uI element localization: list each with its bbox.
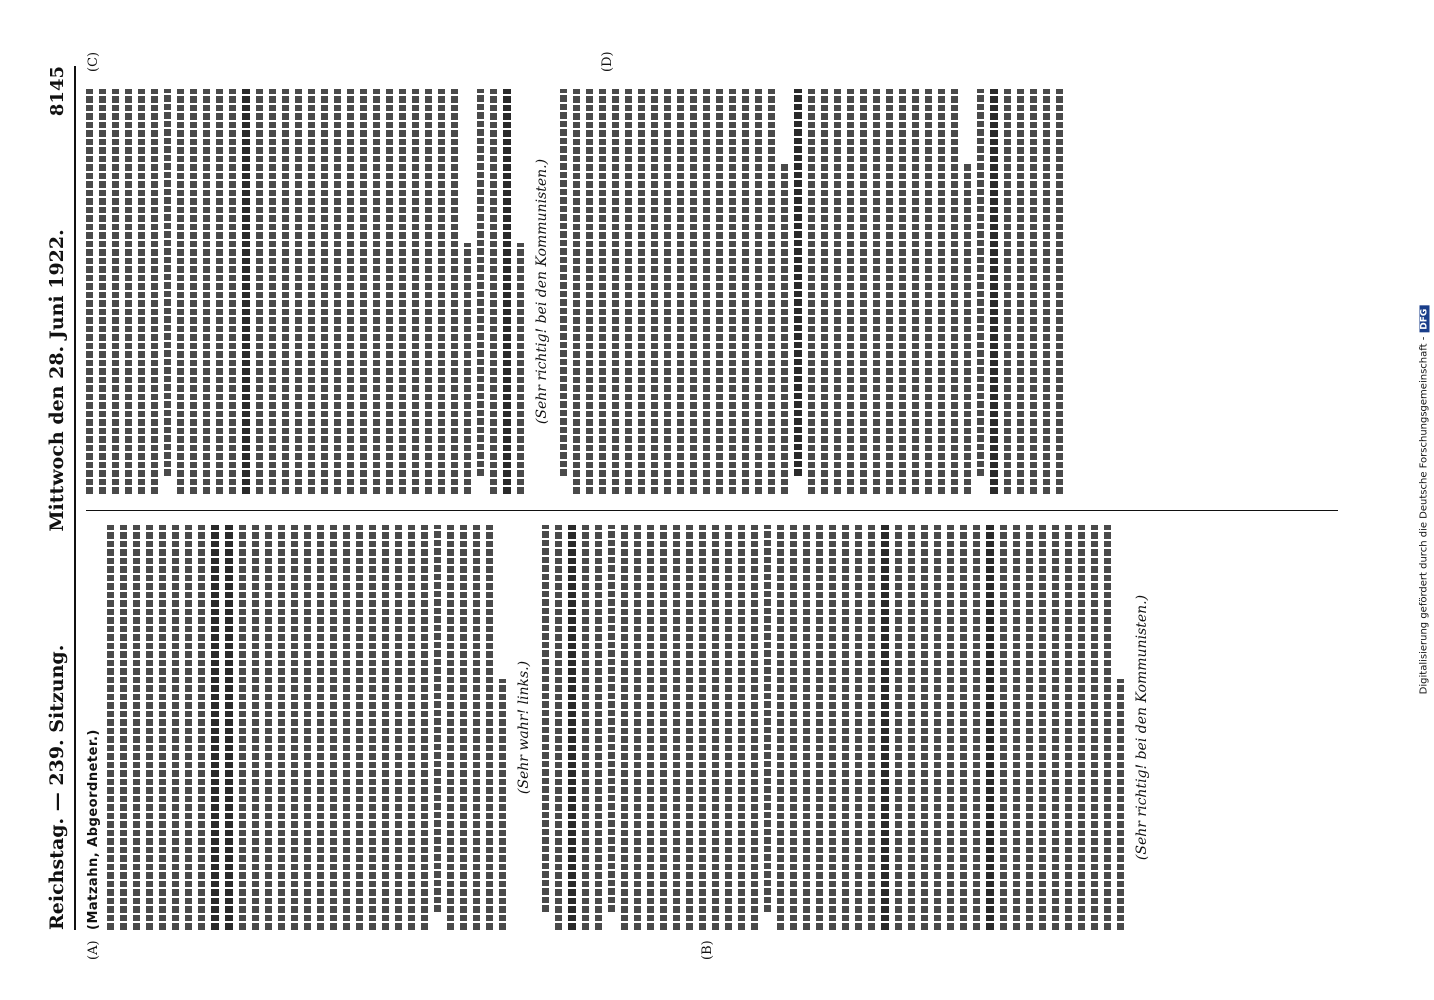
text-line — [634, 525, 641, 930]
text-line — [1065, 525, 1072, 930]
text-line — [599, 89, 606, 494]
text-line — [560, 89, 567, 476]
text-line — [699, 525, 706, 930]
interjection: (Sehr richtig! bei den Kommunisten.) — [534, 158, 550, 425]
text-line — [751, 525, 758, 930]
text-line — [742, 89, 749, 494]
margin-marker-c: (C) — [86, 51, 101, 72]
text-line — [725, 525, 732, 930]
text-line — [517, 243, 524, 494]
text-line — [768, 89, 775, 494]
text-line — [895, 525, 902, 930]
speaker-label: (Matzahn, Abgeordneter.) — [86, 729, 101, 930]
text-line — [886, 89, 893, 494]
header-session: Reichstag. — 239. Sitzung. — [46, 644, 68, 930]
text-line — [408, 525, 415, 930]
text-line — [912, 89, 919, 494]
text-line — [608, 525, 615, 912]
text-line — [447, 525, 454, 930]
text-line — [159, 525, 166, 930]
text-line — [777, 525, 784, 930]
text-line — [860, 89, 867, 494]
text-line — [738, 525, 745, 930]
text-line — [125, 89, 132, 494]
text-line — [873, 89, 880, 494]
text-line — [278, 525, 285, 930]
text-line — [821, 89, 828, 494]
text-line — [252, 525, 259, 930]
text-line — [1030, 89, 1037, 494]
text-line — [269, 89, 276, 494]
text-line — [803, 525, 810, 930]
text-line — [660, 525, 667, 930]
text-line — [716, 89, 723, 494]
page-header — [40, 66, 76, 930]
text-line — [621, 525, 628, 930]
text-line — [1078, 525, 1085, 930]
text-line — [868, 525, 875, 930]
text-line — [647, 525, 654, 930]
text-line — [555, 525, 562, 930]
text-line — [133, 525, 140, 930]
text-line — [977, 89, 984, 476]
text-line — [625, 89, 632, 494]
text-line — [1000, 525, 1007, 930]
text-line — [412, 89, 419, 494]
text-line — [573, 89, 580, 494]
text-line — [964, 162, 971, 494]
text-line — [934, 525, 941, 930]
text-line — [842, 525, 849, 930]
text-line — [1039, 525, 1046, 930]
text-line — [829, 525, 836, 930]
text-line — [343, 525, 350, 930]
margin-marker-b: (B) — [700, 940, 715, 960]
text-line — [951, 89, 958, 494]
text-line — [899, 89, 906, 494]
text-line — [1043, 89, 1050, 494]
text-line — [1117, 679, 1124, 930]
interjection: (Sehr richtig! bei den Kommunisten.) — [1134, 594, 1150, 861]
text-line — [686, 525, 693, 930]
text-line — [612, 89, 619, 494]
interjection: (Sehr wahr! links.) — [516, 660, 532, 795]
text-line — [690, 89, 697, 494]
text-line — [239, 525, 246, 930]
text-line — [712, 525, 719, 930]
text-line — [107, 525, 114, 930]
header-page-number: 8145 — [46, 66, 68, 117]
text-line — [855, 525, 862, 930]
text-line — [960, 525, 967, 930]
text-line — [434, 525, 441, 912]
text-line — [242, 89, 250, 494]
text-line — [990, 89, 998, 494]
text-line — [356, 525, 363, 930]
text-line — [808, 89, 815, 494]
text-line — [947, 525, 954, 930]
text-line — [664, 89, 671, 494]
text-line — [1017, 89, 1024, 494]
digitization-credit — [1419, 306, 1430, 695]
margin-marker-a: (A) — [86, 940, 101, 960]
text-line — [1052, 525, 1059, 930]
text-line — [486, 525, 493, 930]
text-line — [198, 525, 205, 930]
text-line — [755, 89, 762, 494]
text-line — [112, 89, 119, 494]
text-line — [582, 525, 589, 930]
text-line — [334, 89, 341, 494]
text-line — [146, 525, 153, 930]
text-line — [973, 525, 980, 930]
text-line — [586, 89, 593, 494]
text-line — [172, 525, 179, 930]
text-line — [229, 89, 236, 494]
text-line — [203, 89, 210, 494]
text-line — [99, 89, 106, 494]
text-line — [211, 525, 219, 930]
dfg-logo: DFG — [1420, 306, 1430, 333]
text-line — [651, 89, 658, 494]
text-line — [1013, 525, 1020, 930]
text-line — [395, 525, 402, 930]
text-line — [451, 89, 458, 494]
text-line — [542, 525, 549, 912]
text-line — [317, 525, 324, 930]
text-line — [308, 89, 315, 494]
text-line — [291, 525, 298, 930]
text-line — [477, 89, 484, 476]
text-line — [282, 89, 289, 494]
text-line — [185, 525, 192, 930]
text-line — [729, 89, 736, 494]
text-line — [925, 89, 932, 494]
text-line — [120, 525, 127, 930]
text-line — [295, 89, 302, 494]
text-line — [138, 89, 145, 494]
text-line — [677, 89, 684, 494]
text-line — [321, 89, 328, 494]
text-line — [1104, 525, 1111, 930]
text-line — [190, 89, 197, 494]
text-line — [638, 89, 645, 494]
text-line — [834, 89, 841, 494]
text-line — [386, 89, 393, 494]
text-line — [1026, 525, 1033, 930]
text-line — [86, 89, 93, 494]
text-line — [256, 89, 263, 494]
text-line — [399, 89, 406, 494]
header-date: Mittwoch den 28. Juni 1922. — [46, 229, 68, 532]
text-line — [921, 525, 928, 930]
text-line — [330, 525, 337, 930]
text-line — [986, 525, 994, 930]
text-line — [304, 525, 311, 930]
text-line — [177, 89, 184, 494]
text-line — [464, 243, 471, 494]
text-line — [499, 679, 506, 930]
right-text-column — [86, 89, 1338, 494]
text-line — [382, 525, 389, 930]
text-line — [503, 89, 511, 494]
text-line — [460, 525, 467, 930]
text-line — [373, 89, 380, 494]
text-line — [369, 525, 376, 930]
text-line — [225, 525, 233, 930]
credit-text: Digitalisierung gefördert durch die Deutsche Forschungsgemeinschaft - — [1418, 336, 1430, 695]
text-line — [265, 525, 272, 930]
text-line — [1056, 89, 1063, 494]
left-text-column — [86, 525, 1338, 930]
text-line — [490, 89, 497, 494]
text-line — [1004, 89, 1011, 494]
column-divider — [86, 510, 1338, 511]
text-line — [151, 89, 158, 494]
text-line — [568, 525, 576, 930]
text-line — [1091, 525, 1098, 930]
text-line — [816, 525, 823, 930]
text-line — [164, 89, 171, 476]
text-line — [421, 525, 428, 930]
text-line — [881, 525, 889, 930]
text-line — [847, 89, 854, 494]
text-line — [347, 89, 354, 494]
text-line — [794, 89, 802, 476]
text-line — [781, 162, 788, 494]
text-line — [938, 89, 945, 494]
text-line — [764, 525, 771, 912]
text-line — [473, 525, 480, 930]
text-line — [425, 89, 432, 494]
text-line — [438, 89, 445, 494]
margin-marker-d: (D) — [600, 51, 615, 72]
text-line — [673, 525, 680, 930]
text-line — [595, 525, 602, 930]
text-line — [360, 89, 367, 494]
text-line — [908, 525, 915, 930]
text-line — [790, 525, 797, 930]
text-line — [216, 89, 223, 494]
text-line — [703, 89, 710, 494]
